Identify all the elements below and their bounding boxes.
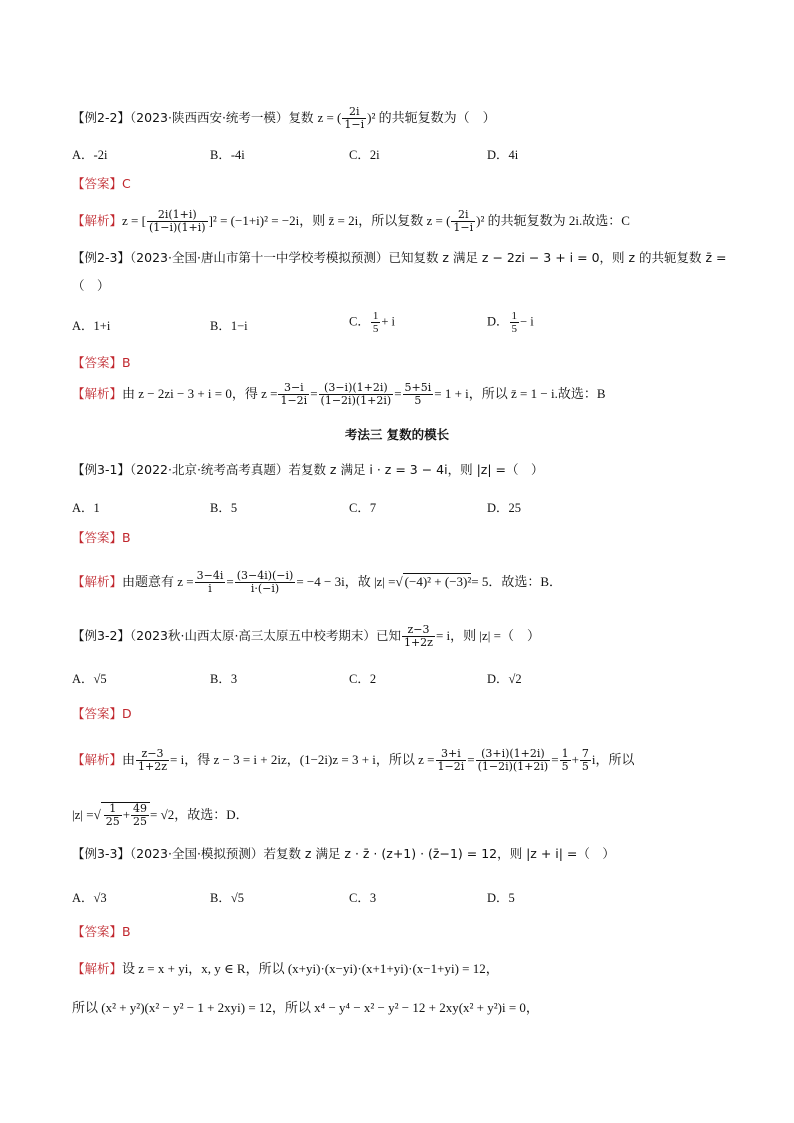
answer-label: 【答案】: [72, 530, 123, 545]
option-b[interactable]: B．1−i: [210, 319, 248, 333]
option-d[interactable]: D．5: [487, 891, 515, 905]
example-label: 【例3-3】: [72, 846, 130, 861]
example-label: 【例2-2】: [72, 110, 130, 125]
analysis-text: 由: [122, 752, 136, 767]
answer-value: B: [122, 530, 131, 545]
example-2-2-stem: [72, 106, 496, 131]
option-d[interactable]: D． $\frac{1}{5}$ − i: [487, 310, 534, 335]
option-a[interactable]: A．1: [72, 501, 100, 515]
source-text: （2023·全国·模拟预测）: [129, 846, 264, 861]
option-c[interactable]: C．2i: [349, 148, 380, 162]
option-c[interactable]: C． $\frac{1}{5}$ + i: [349, 310, 395, 335]
analysis-text: 由 z − 2zi − 3 + i = 0，得 z =: [122, 386, 278, 401]
analysis-line: [72, 209, 630, 234]
option-d[interactable]: D．√2: [487, 672, 522, 686]
stem-text: 若复数 z 满足 i · z = 3 − 4i，则 |z| =（ ）: [288, 462, 544, 477]
fraction: $\frac{1}{5}$: [561, 747, 569, 773]
answer-value: C: [122, 176, 131, 191]
sqrt-expr: $\frac{1}{25}$ + $\frac{49}{25}$: [101, 802, 150, 828]
answer-line: [72, 176, 131, 192]
answer-label: 【答案】: [72, 706, 123, 721]
option-b[interactable]: B．-4i: [210, 148, 245, 162]
fraction: $\frac{2i}{1-i}$: [453, 208, 474, 234]
answer-line: [72, 355, 131, 371]
analysis-label: 【解析】: [72, 752, 123, 767]
analysis-line: 【解析】由 z − 2zi − 3 + i = 0，得 z = $\frac{3-i}{1-2i}$ = $\frac{(3-i)(1+2i)}{(1-2i)(1+2i)}$ = $\frac{5+5i}{5}$ = 1 + i，所以 z̄ = 1 − i.故选：B: [72, 381, 606, 407]
source-text: （2022·北京·统考高考真题）: [129, 462, 289, 477]
source-text: （2023秋·山西太原·高三太原五中校考期末）: [129, 628, 376, 643]
analysis-label: 【解析】: [72, 574, 123, 589]
analysis-text: z = [: [122, 213, 146, 228]
option-d[interactable]: D．25: [487, 501, 522, 515]
analysis-text: 由题意有 z =: [122, 574, 194, 589]
analysis-line: 【解析】由题意有 z = $\frac{3-4i}{i}$ = $\frac{(3-4i)(-i)}{i\cdot(-i)}$ = −4 − 3i，故 |z| =√ (−4)² + (−3)²= 5．故选：B．: [72, 569, 563, 595]
analysis-text: = 5．故选：B．: [471, 574, 563, 589]
fraction: $\frac{z-3}{1+2z}$: [403, 623, 433, 649]
answer-value: B: [122, 355, 131, 370]
fraction: $\frac{3-4i}{i}$: [196, 569, 224, 595]
answer-line: [72, 530, 131, 546]
answer-line: [72, 924, 131, 940]
section-heading: 考法三 复数的模长: [344, 427, 450, 442]
example-3-1-stem: [72, 462, 544, 478]
option-b[interactable]: B．√5: [210, 891, 244, 905]
option-c[interactable]: C．3: [349, 891, 377, 905]
sqrt-expr: (−4)² + (−3)²: [404, 574, 472, 589]
expr-post: )² 的共轭复数为（ ）: [367, 110, 496, 125]
analysis-text: |z| =: [72, 807, 94, 822]
answer-value: B: [122, 924, 131, 939]
answer-label: 【答案】: [72, 355, 123, 370]
option-a[interactable]: A．-2i: [72, 148, 108, 162]
analysis-line-2: [72, 1000, 539, 1016]
fraction: $\frac{(3-i)(1+2i)}{(1-2i)(1+2i)}$: [320, 381, 392, 407]
example-3-3-stem: [72, 846, 615, 862]
example-3-2-stem: [72, 624, 540, 649]
fraction: $\frac{2i(1+i)}{(1-i)(1+i)}$: [148, 208, 206, 234]
example-label: 【例2-3】: [72, 250, 130, 265]
example-label: 【例3-1】: [72, 462, 130, 477]
analysis-label: 【解析】: [72, 213, 123, 228]
stem-text: 已知复数 z 满足 z − 2zi − 3 + i = 0，则 z 的共轭复数 z̄ =: [388, 250, 727, 265]
option-b[interactable]: B．5: [210, 501, 238, 515]
analysis-text: ]² = (−1+i)² = −2i，则 z̄ = 2i，所以复数 z = (: [208, 213, 451, 228]
analysis-label: 【解析】: [72, 386, 123, 401]
source-text: （2023·陕西西安·统考一模）: [129, 110, 289, 125]
fraction: $\frac{z-3}{1+2z}$: [138, 747, 168, 773]
analysis-text: = √2，故选：D．: [150, 807, 249, 822]
stem-text: 复数: [288, 110, 314, 125]
analysis-line: 【解析】由 $\frac{z-3}{1+2z}$ = i，得 z − 3 = i + 2iz，(1−2i)z = 3 + i，所以 z = $\frac{3+i}{1-2i}$ = $\frac{(3+i)(1+2i)}{(1-2i)(1+2i)}$ = $\frac{1}{5}$ + $\frac{7}{5}$ i，所以: [72, 747, 635, 773]
analysis-line-2: |z| =√ $\frac{1}{25}$ + $\frac{49}{25}$ = √2，故选：D．: [72, 802, 249, 828]
option-b[interactable]: B．3: [210, 672, 238, 686]
analysis-text: i，所以: [591, 752, 635, 767]
analysis-text: = 1 + i，所以 z̄ = 1 − i.故选：B: [434, 386, 606, 401]
answer-label: 【答案】: [72, 176, 123, 191]
analysis-text: = i，得 z − 3 = i + 2iz，(1−2i)z = 3 + i，所以 z =: [170, 752, 435, 767]
option-c[interactable]: C．7: [349, 501, 377, 515]
answer-label: 【答案】: [72, 924, 123, 939]
fraction: $\frac{5+5i}{5}$: [404, 381, 432, 407]
analysis-text: 设 z = x + yi，x, y ∈ R，所以 (x+yi)·(x−yi)·(x+1+yi)·(x−1+yi) = 12，: [122, 961, 499, 976]
example-2-3-stem: [72, 250, 727, 266]
stem-text: 若复数 z 满足 z · z̄ · (z+1) · (z̄−1) = 12，则 |z + i| =（ ）: [263, 846, 615, 861]
answer-value: D: [122, 706, 132, 721]
option-a[interactable]: A．√5: [72, 672, 107, 686]
analysis-text: = −4 − 3i，故 |z| =: [296, 574, 396, 589]
stem-text: = i，则 |z| =（ ）: [435, 628, 540, 643]
analysis-text: )² 的共轭复数为 2i.故选：C: [476, 213, 630, 228]
fraction: $\frac{(3-4i)(-i)}{i\cdot(-i)}$: [236, 569, 294, 595]
answer-line: [72, 706, 132, 722]
analysis-line: [72, 961, 499, 977]
analysis-text: 所以 (x² + y²)(x² − y² − 1 + 2xyi) = 12，所以 x⁴ − y⁴ − x² − y² − 12 + 2xy(x² + y²)i = 0，: [72, 1000, 539, 1015]
option-c[interactable]: C．2: [349, 672, 377, 686]
fraction: $\frac{7}{5}$: [581, 747, 589, 773]
stem-text: 已知: [375, 628, 401, 643]
fraction: $\frac{(3+i)(1+2i)}{(1-2i)(1+2i)}$: [477, 747, 549, 773]
source-text: （2023·全国·唐山市第十一中学校考模拟预测）: [129, 250, 389, 265]
paren: （ ）: [72, 278, 110, 293]
analysis-label: 【解析】: [72, 961, 123, 976]
fraction: $\frac{2i}{1-i}$: [344, 105, 365, 131]
option-a[interactable]: A．√3: [72, 891, 107, 905]
option-a[interactable]: A．1+i: [72, 319, 111, 333]
option-d[interactable]: D．4i: [487, 148, 519, 162]
example-label: 【例3-2】: [72, 628, 130, 643]
fraction: $\frac{3-i}{1-2i}$: [280, 381, 308, 407]
fraction: $\frac{3+i}{1-2i}$: [437, 747, 465, 773]
expr-pre: z = (: [317, 110, 342, 125]
